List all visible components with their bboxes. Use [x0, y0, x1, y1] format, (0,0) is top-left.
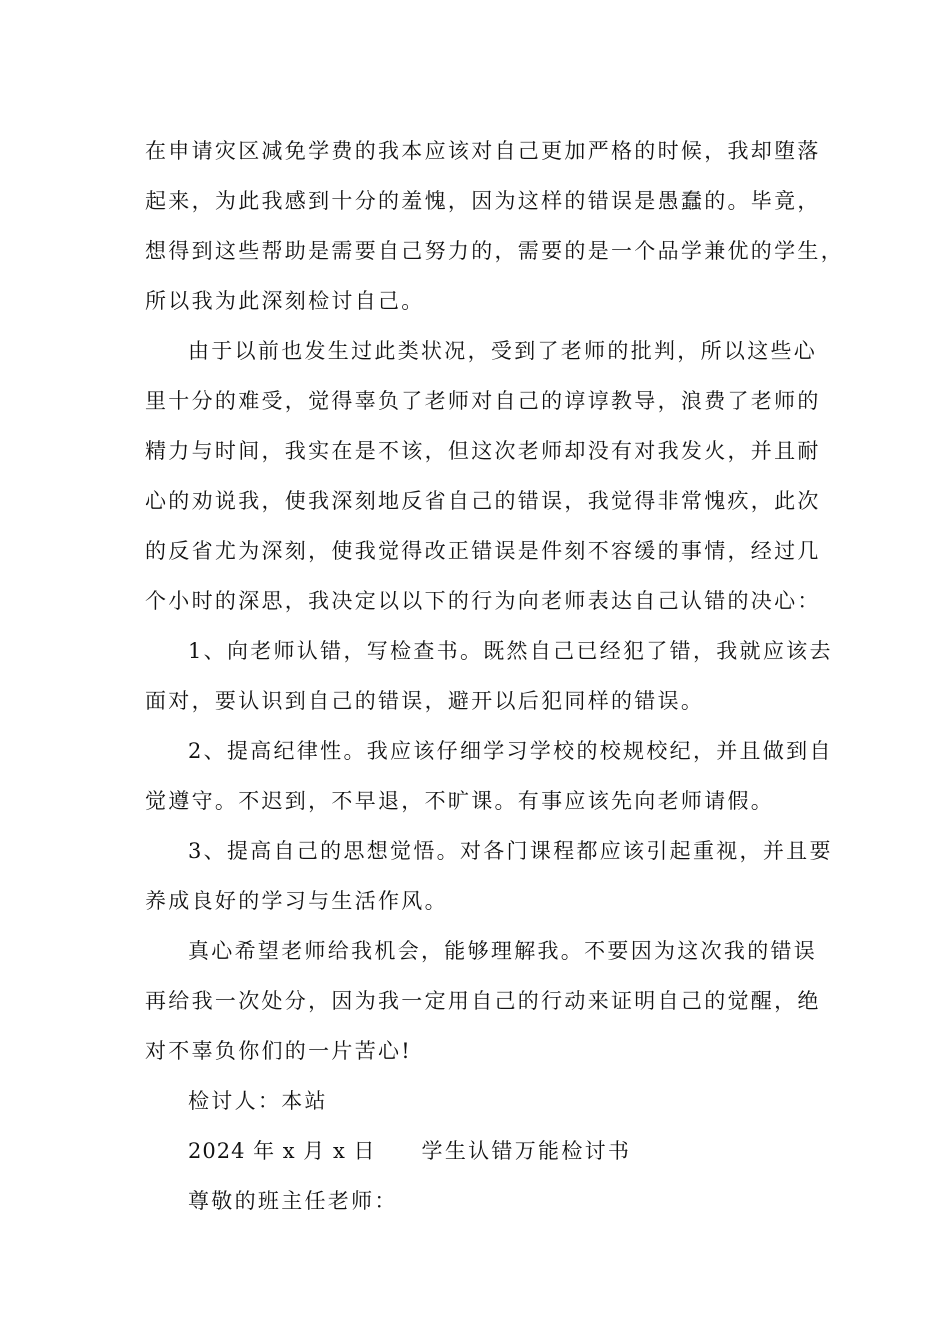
paragraph-line: 心的劝说我，使我深刻地反省自己的错误，我觉得非常愧疚，此次 [145, 489, 821, 513]
date-title-line [188, 1131, 631, 1171]
paragraph-line: 起来，为此我感到十分的羞愧，因为这样的错误是愚蠢的。毕竟， [145, 189, 821, 213]
list-item-line: 1、向老师认错，写检查书。既然自己已经犯了错，我就应该去 [188, 639, 833, 663]
list-item-line: 2、提高纪律性。我应该仔细学习学校的校规校纪，并且做到自 [188, 739, 833, 763]
date-text: 2024 年 x 月 x 日 [188, 1139, 376, 1163]
paragraph-line: 所以我为此深刻检讨自己。 [145, 289, 425, 313]
list-item-line: 面对，要认识到自己的错误，避开以后犯同样的错误。 [145, 689, 705, 713]
paragraph-line: 精力与时间，我实在是不该，但这次老师却没有对我发火，并且耐 [145, 439, 821, 463]
signature-line: 检讨人：本站 [188, 1089, 328, 1113]
paragraph-line: 由于以前也发生过此类状况，受到了老师的批判，所以这些心 [188, 339, 818, 363]
list-item-line: 养成良好的学习与生活作风。 [145, 889, 448, 913]
next-document-title: 学生认错万能检讨书 [421, 1139, 632, 1163]
paragraph-line: 里十分的难受，觉得辜负了老师对自己的谆谆教导，浪费了老师的 [145, 389, 821, 413]
list-item-line: 觉遵守。不迟到，不早退，不旷课。有事应该先向老师请假。 [145, 789, 775, 813]
paragraph-line: 想得到这些帮助是需要自己努力的，需要的是一个品学兼优的学生， [145, 239, 844, 263]
paragraph-line: 对不辜负你们的一片苦心! [145, 1039, 413, 1063]
salutation-line: 尊敬的班主任老师： [188, 1189, 398, 1213]
paragraph-line: 真心希望老师给我机会，能够理解我。不要因为这次我的错误 [188, 939, 818, 963]
paragraph-line: 的反省尤为深刻，使我觉得改正错误是件刻不容缓的事情，经过几 [145, 539, 821, 563]
list-item-line: 3、提高自己的思想觉悟。对各门课程都应该引起重视，并且要 [188, 839, 833, 863]
paragraph-line: 在申请灾区减免学费的我本应该对自己更加严格的时候，我却堕落 [145, 139, 821, 163]
paragraph-line: 个小时的深思，我决定以以下的行为向老师表达自己认错的决心： [145, 589, 821, 613]
paragraph-line: 再给我一次处分，因为我一定用自己的行动来证明自己的觉醒，绝 [145, 989, 821, 1013]
